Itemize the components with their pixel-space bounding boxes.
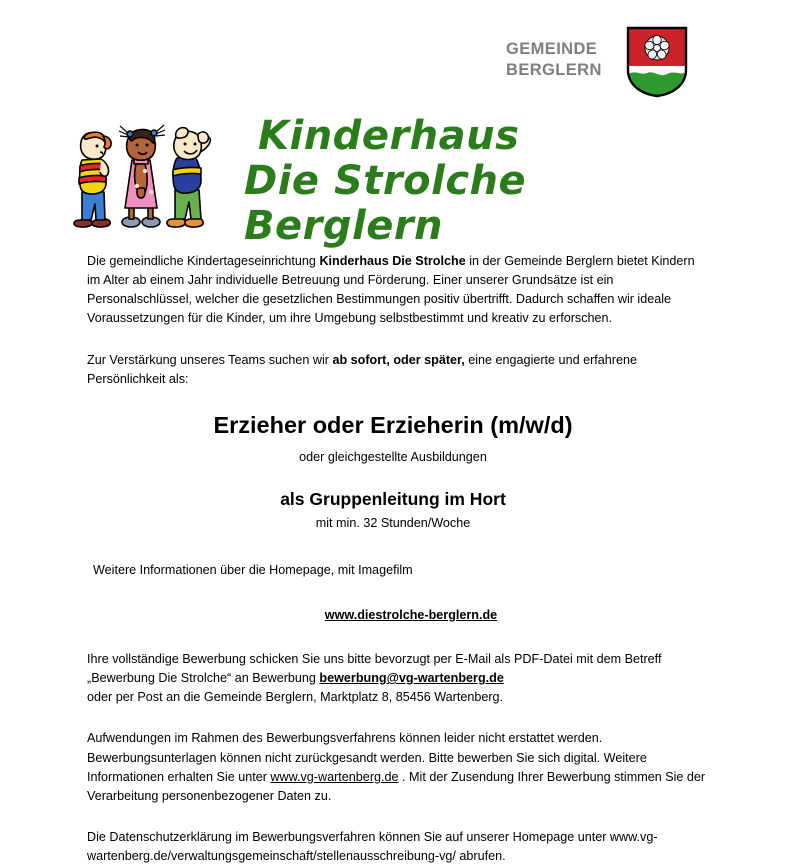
intro-text-part1: Die gemeindliche Kindertageseinrichtung <box>87 254 320 268</box>
child-middle-figure <box>119 125 165 227</box>
application-email-link[interactable]: bewerbung@vg-wartenberg.de <box>319 671 504 686</box>
costs-text-part1: Aufwendungen im Rahmen des Bewerbungsverfahrens können leider nicht erstattet werden. Bewerbungsunterlagen können nicht zurückgesandt werden. Bitte bewerben Sie sich digital. Weitere Informationen erhalten Sie unter <box>87 731 647 784</box>
municipality-line2: BERGLERN <box>506 61 602 80</box>
municipality-logo <box>506 26 688 98</box>
municipality-line1: GEMEINDE <box>506 40 598 58</box>
role-hours-subheading: mit min. 32 Stunden/Woche <box>315 515 471 530</box>
intro-paragraph <box>0 252 786 329</box>
three-children-illustration <box>58 116 238 230</box>
seeking-text-part1: Zur Verstärkung unseres Teams suchen wir <box>87 352 333 367</box>
vg-wartenberg-link[interactable]: www.vg-wartenberg.de <box>270 769 399 784</box>
kinderhaus-name-bold: Kinderhaus Die Strolche <box>319 254 466 268</box>
costs-paragraph <box>0 729 786 806</box>
costs-text-part2: . Mit der Zusendung Ihrer Bewerbung stimmen Sie der Verarbeitung personenbezogener Daten zu. <box>87 769 706 803</box>
more-info-line: Weitere Informationen über die Homepage, mit Imagefilm <box>93 562 413 577</box>
kinderhaus-title <box>244 114 724 248</box>
seeking-paragraph <box>0 351 786 389</box>
intro-text-part2: in der Gemeinde Berglern bietet Kindern im Alter ab einem Jahr individuelle Betreuung und Förderung. Einer unserer Grundsätze ist ein Personalschlüssel, welcher die gesetzlichen Bestimmungen positiv übertrifft. Dadurch schaffen wir ideale Voraussetzungen für die Kinder, um ihre Umgebung selbstbestimmt und kreativ zu erforschen. <box>87 254 695 326</box>
job-posting-content <box>0 252 786 866</box>
child-left-figure <box>74 132 111 227</box>
job-title-subheading: oder gleichgestellte Ausbildungen <box>299 450 487 465</box>
job-title-heading: Erzieher oder Erzieherin (m/w/d) <box>213 411 573 438</box>
application-paragraph <box>0 650 786 707</box>
application-text-part1: Ihre vollständige Bewerbung schicken Sie uns bitte bevorzugt per E-Mail als PDF-Datei mit dem Betreff „Bewerbung Die Strolche“ an Bewerbung <box>87 651 662 686</box>
application-postal-address: oder per Post an die Gemeinde Berglern, Marktplatz 8, 85456 Wartenberg. <box>87 690 504 705</box>
kinderhaus-homepage-link[interactable]: www.diestrolche-berglern.de <box>324 607 498 622</box>
municipality-name <box>506 26 602 81</box>
kinderhaus-banner <box>0 112 786 249</box>
privacy-paragraph: Die Datenschutzerklärung im Bewerbungsverfahren können Sie auf unserer Homepage unter www.vg-wartenberg.de/verwaltungsgemeinschaft/stellenausschreibung-vg/ abrufen. <box>87 829 658 864</box>
berglern-coat-of-arms-icon <box>626 26 688 98</box>
seeking-text-part2: eine engagierte und erfahrene Persönlichkeit als: <box>87 352 637 386</box>
child-right-figure <box>167 128 211 227</box>
page-header <box>0 26 786 102</box>
kinderhaus-title-line1: Kinderhaus <box>258 113 520 159</box>
role-heading: als Gruppenleitung im Hort <box>280 488 506 509</box>
availability-bold: ab sofort, oder später, <box>332 352 465 367</box>
kinderhaus-title-line2: Die Strolche Berglern <box>244 157 527 249</box>
